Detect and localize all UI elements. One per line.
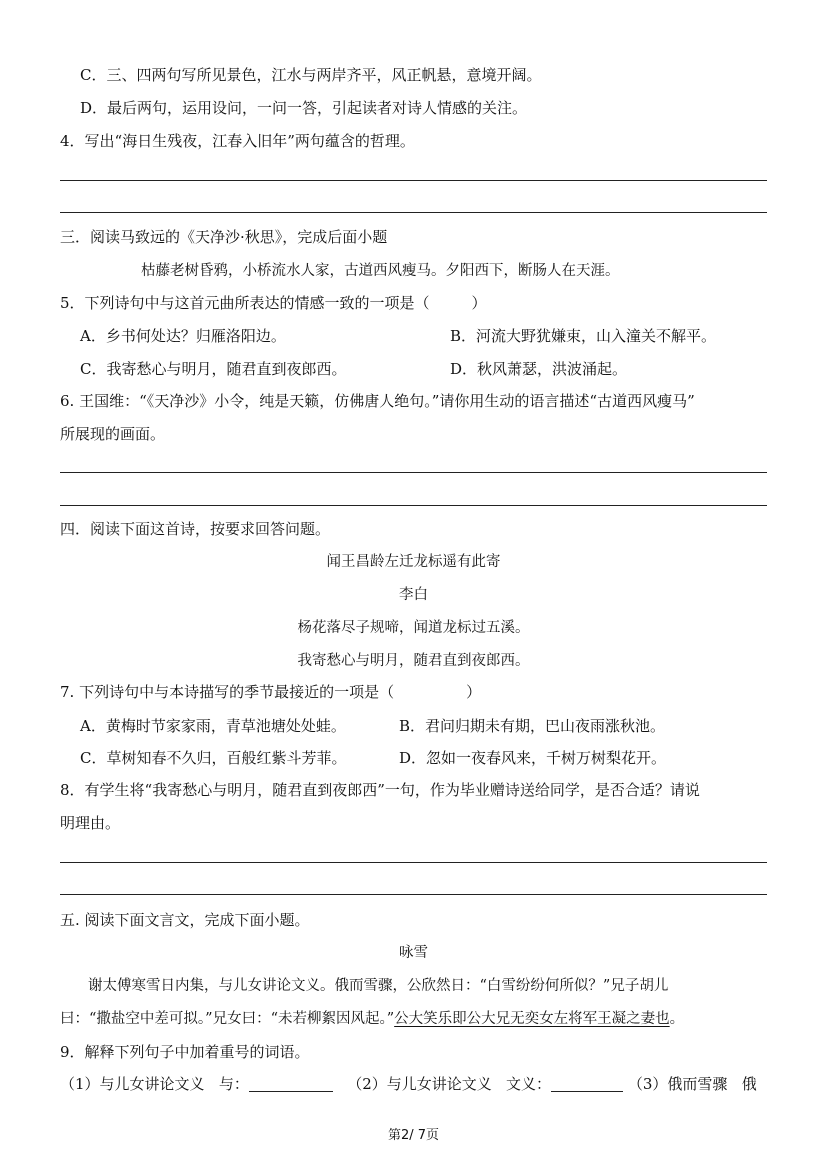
q9-item-2-word: 文义： [506,1075,552,1093]
q7-option-c: C．草树知春不久归，百般红紫斗芳菲。 [80,749,347,767]
q4-stem: 4．写出“海日生残夜，江春入旧年”两句蕴含的哲理。 [60,132,415,150]
passage-line-1: 谢太傅寒雪日内集，与儿女讲论文义。俄而雪骤，公欣然日：“白雪纷纷何所似？”兄子胡儿 [88,978,669,994]
answer-line[interactable] [60,212,767,213]
q7-option-b: B．君问归期未有期，巴山夜雨涨秋池。 [399,717,666,735]
q6-stem-line-2: 所展现的画面。 [60,425,166,443]
q9-item-1-sentence: （1）与儿女讲论文义 [60,1075,205,1093]
q5-option-c: C．我寄愁心与明月，随君直到夜郎西。 [80,360,347,378]
answer-blank[interactable] [551,1075,623,1092]
answer-line[interactable] [60,180,767,181]
poem-author: 李白 [399,587,428,603]
answer-line[interactable] [60,894,767,895]
q7-stem-close: ） [466,683,482,701]
q8-stem-line-1: 8．有学生将“我寄愁心与明月，随君直到夜郎西”一句，作为毕业赠诗送给同学，是否合适？请说 [60,781,700,799]
section-5-heading: 五. 阅读下面文言文，完成下面小题。 [60,911,310,929]
q7-options-row-2 [80,747,767,769]
q9-item-3-sentence: （3）俄而雪骤 [627,1075,728,1093]
q5-stem [60,292,767,314]
passage-title: 咏雪 [399,945,428,961]
answer-line[interactable] [60,862,767,863]
q9-item-2 [347,1075,623,1093]
q5-option-b: B．河流大野犹嫌束，山入潼关不解平。 [450,327,717,345]
poem-line-1: 杨花落尽子规啼，闻道龙标过五溪。 [297,620,530,636]
q3-option-c: C．三、四两句写所见景色，江水与两岸齐平，风正帆悬，意境开阔。 [80,66,542,84]
q6-stem-line-1: 6. 王国维：“《天净沙》小令，纯是天籁，仿佛唐人绝句。”请你用生动的语言描述“古道西风瘦马” [60,392,695,410]
answer-line[interactable] [60,505,767,506]
section-4-heading: 四．阅读下面这首诗，按要求回答问题。 [60,520,331,538]
passage-line-2 [60,1008,767,1030]
answer-blank[interactable] [249,1075,333,1092]
q7-stem [60,681,767,703]
q5-options-row-1 [80,325,767,347]
answer-line[interactable] [60,472,767,473]
q9-item-2-sentence: （2）与儿女讲论文义 [347,1075,492,1093]
q8-stem-line-2: 明理由。 [60,814,121,832]
poem-tianjingsha: 枯藤老树昏鸦，小桥流水人家，古道西风瘦马。夕阳西下，断肠人在天涯。 [141,263,620,279]
poem-line-2: 我寄愁心与明月，随君直到夜郎西。 [297,653,530,669]
passage-line-2-text: 曰：“撒盐空中差可拟。”兄女曰：“未若柳絮因风起。” [60,1011,395,1027]
q5-option-d: D．秋风萧瑟，洪波涌起。 [450,360,628,378]
q5-stem-close: ） [471,294,487,312]
q7-option-a: A．黄梅时节家家雨，青草池塘处处蛙。 [80,717,346,735]
q3-option-d: D．最后两句，运用设问，一问一答，引起读者对诗人情感的关注。 [80,99,528,117]
poem-title: 闻王昌龄左迁龙标遥有此寄 [326,554,501,570]
q5-option-a: A．乡书何处达？归雁洛阳边。 [80,327,286,345]
q9-item-3-word: 俄 [741,1075,757,1093]
q5-options-row-2 [80,358,767,380]
q7-stem-text: 7. 下列诗句中与本诗描写的季节最接近的一项是（ [60,683,395,701]
q9-item-3 [628,1075,757,1093]
q9-item-1 [60,1075,333,1093]
q7-options-row-1 [80,715,767,737]
q5-stem-text: 5．下列诗句中与这首元曲所表达的情感一致的一项是（ [60,294,430,312]
q9-item-1-word: 与： [218,1075,249,1093]
q9-items [60,1073,767,1095]
page-footer: 第2/ 7页 [387,1128,440,1143]
underlined-sentence: 公大笑乐即公大兄无奕女左将军王凝之妻也 [394,1011,670,1027]
q9-stem: 9．解释下列句子中加着重号的词语。 [60,1043,310,1061]
passage-line-2-end: 。 [669,1011,685,1027]
section-3-heading: 三．阅读马致远的《天净沙·秋思》，完成后面小题 [60,228,388,246]
q7-option-d: D．忽如一夜春风来，千树万树梨花开。 [399,749,667,767]
